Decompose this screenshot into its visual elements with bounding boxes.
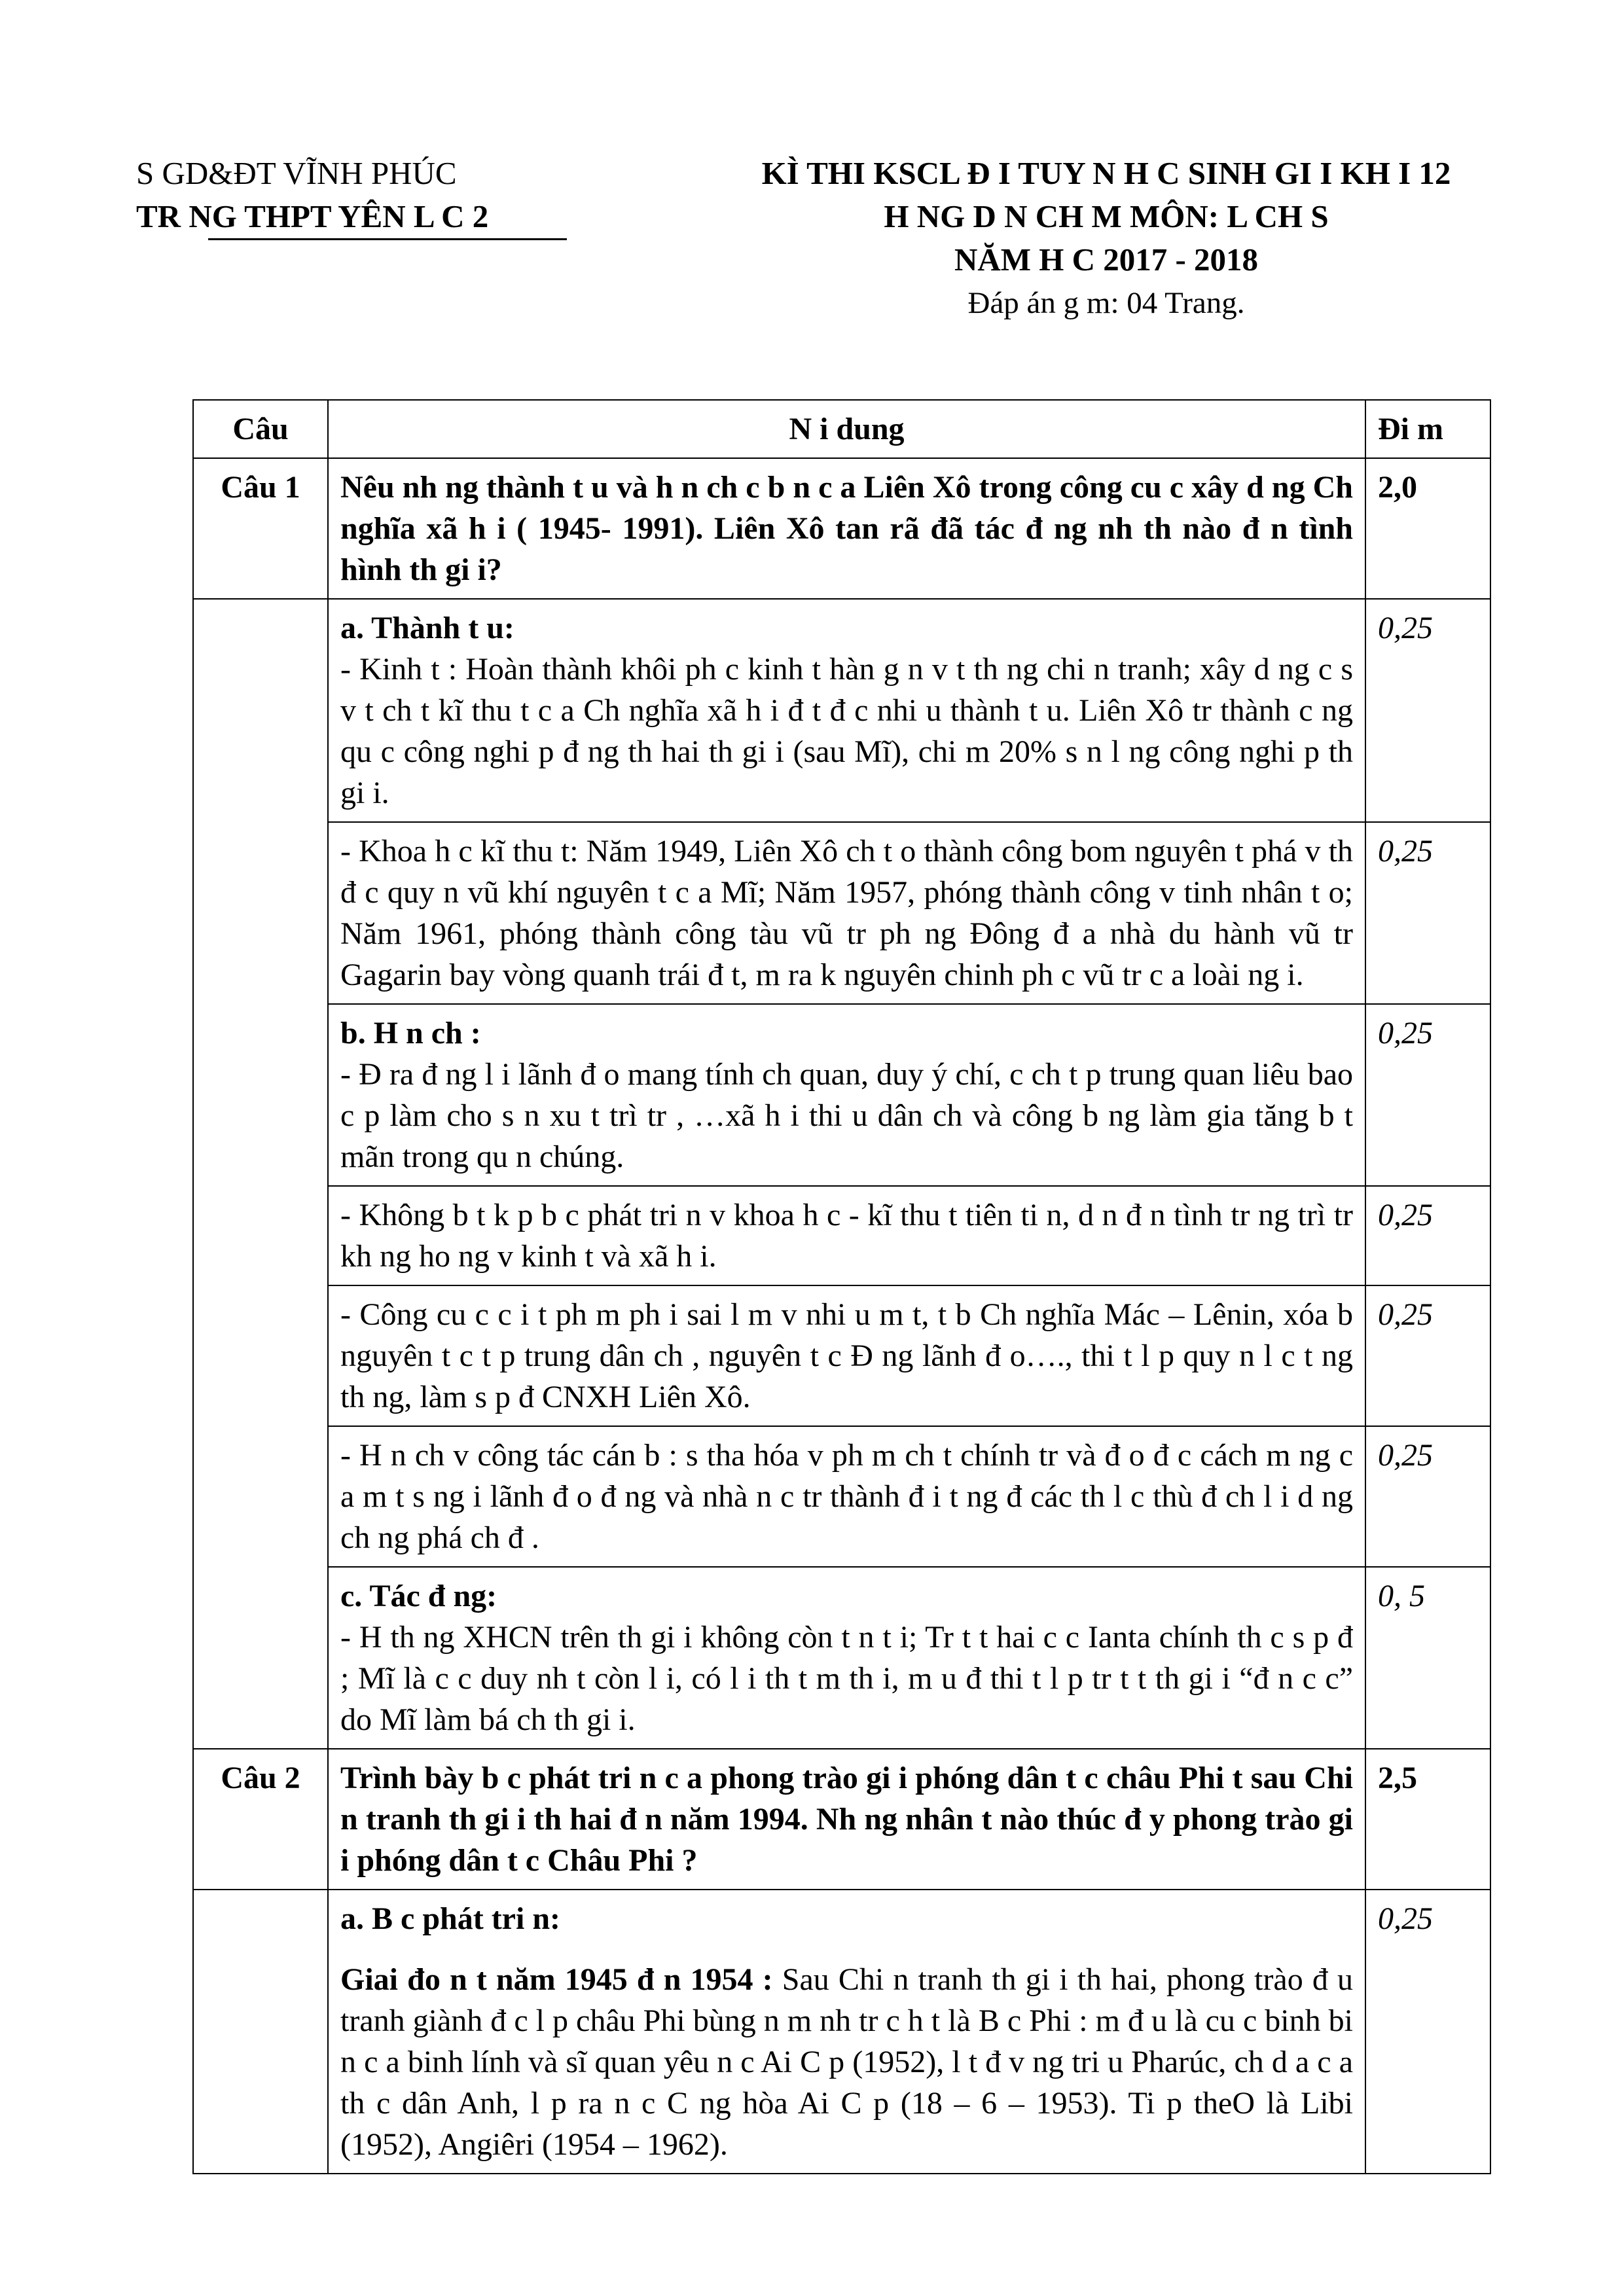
q2-a-paragraph (340, 1959, 1353, 2165)
q2-row (193, 1749, 1490, 1890)
table-row (193, 1567, 1490, 1749)
q1-score: 2,0 (1365, 458, 1490, 599)
q2-stage-label: Giai đo n t năm 1945 đ n 1954 : (340, 1962, 773, 1997)
q1-a-text: - Kinh t : Hoàn thành khôi ph c kinh t hàn g n v t th ng chi n tranh; xây d ng c s v t ch t kĩ thu t c a Ch nghĩa xã h i đ t đ c nhi u thành t u. Liên Xô tr thành c ng qu c công nghi p đ ng th hai th gi i (sau Mĩ), chi m 20% s n l ng công nghi p th gi i. (340, 652, 1353, 810)
answer-table (192, 399, 1491, 2174)
q1-a-heading: a. Thành t u: (340, 611, 514, 645)
table-row (193, 599, 1490, 822)
guide-title: H NG D N CH M MÔN: L CH S (884, 198, 1329, 234)
table-row (193, 822, 1490, 1004)
school-year: NĂM H C 2017 - 2018 (954, 242, 1259, 278)
q1-blank-cell (193, 599, 328, 1749)
q1-science-text: - Khoa h c kĩ thu t: Năm 1949, Liên Xô ch t o thành công bom nguyên t phá v th đ c quy n vũ khí nguyên t c a Mĩ; Năm 1957, phóng thành công v tinh nhân t o; Năm 1961, phóng thành công tàu vũ tr ph ng Đông đ a nhà du hành vũ tr Gagarin bay vòng quanh trái đ t, m ra k nguyên chinh ph c vũ tr c a loài ng i. (340, 834, 1353, 992)
q1-row (193, 458, 1490, 599)
q2-label: Câu 2 (193, 1749, 328, 1890)
q1-c-heading: c. Tác đ ng: (340, 1579, 497, 1613)
q1-b2-text: - Không b t k p b c phát tri n v khoa h c - kĩ thu t tiên ti n, d n đ n tình tr ng trì tr kh ng ho ng v kinh t và xã h i. (340, 1198, 1353, 1274)
q1-question: Nêu nh ng thành t u và h n ch c b n c a Liên Xô trong công cu c xây d ng Ch nghĩa xã h i ( 1945- 1991). Liên Xô tan rã đã tác đ ng nh th nào đ n tình hình th gi i? (328, 458, 1365, 599)
header-content: N i dung (328, 400, 1365, 458)
header-right (655, 152, 1558, 325)
q1-b-heading: b. H n ch : (340, 1016, 481, 1050)
q2-score: 2,5 (1365, 1749, 1490, 1890)
q1-b-text: - Đ ra đ ng l i lãnh đ o mang tính ch quan, duy ý chí, c ch t p trung quan liêu bao c p làm cho s n xu t trì tr , …xã h i thi u dân ch và công b ng làm gia tăng b t mãn trong qu n chúng. (340, 1057, 1353, 1174)
q2-question: Trình bày b c phát tri n c a phong trào gi i phóng dân t c châu Phi t sau Chi n tranh th gi i th hai đ n năm 1994. Nh ng nhân t nào thúc đ y phong trào gi i phóng dân t c Châu Phi ? (328, 1749, 1365, 1890)
header-question: Câu (193, 400, 328, 458)
q2-blank-cell (193, 1890, 328, 2174)
header-score: Đi m (1365, 400, 1490, 458)
header-left (136, 152, 607, 238)
score-cell: 0,25 (1365, 1285, 1490, 1426)
score-cell: 0, 5 (1365, 1567, 1490, 1749)
q1-label: Câu 1 (193, 458, 328, 599)
table-row (193, 1285, 1490, 1426)
score-cell: 0,25 (1365, 1426, 1490, 1567)
table-row (193, 1426, 1490, 1567)
school-underline (208, 238, 567, 240)
department-name: S GD&ĐT VĨNH PHÚC (136, 155, 457, 191)
table-row (193, 1890, 1490, 2174)
school-name: TR NG THPT YÊN L C 2 (136, 198, 489, 234)
table-row (193, 1186, 1490, 1285)
exam-title: KÌ THI KSCL Đ I TUY N H C SINH GI I KH I 12 (761, 155, 1451, 191)
table-row (193, 1004, 1490, 1186)
q2-a-text: Sau Chi n tranh th gi i th hai, phong trào đ u tranh giành đ c l p châu Phi bùng n m nh tr c h t là B c Phi : m đ u là cu c binh bi n c a binh lính và sĩ quan yêu n c Ai C p (1952), l t đ v ng tri u Pharúc, ch d a c a th c dân Anh, l p ra n c C ng hòa Ai C p (18 – 6 – 1953). Ti p theO là Libi (1952), Angiêri (1954 – 1962). (340, 1962, 1354, 2162)
score-cell: 0,25 (1365, 822, 1490, 1004)
q1-b3-text: - Công cu c c i t ph m ph i sai l m v nhi u m t, t b Ch nghĩa Mác – Lênin, xóa b nguyên t c t p trung dân ch , nguyên t c Đ ng lãnh đ o…., thi t l p quy n l c t ng th ng, làm s p đ CNXH Liên Xô. (340, 1297, 1353, 1414)
score-cell: 0,25 (1365, 1890, 1490, 2174)
q1-b4-text: - H n ch v công tác cán b : s tha hóa v ph m ch t chính tr và đ o đ c cách m ng c a m t s ng i lãnh đ o đ ng và nhà n c tr thành đ i t ng đ các th l c thù đ ch l i d ng ch ng phá ch đ . (340, 1438, 1353, 1555)
score-cell: 0,25 (1365, 1004, 1490, 1186)
table-header-row (193, 400, 1490, 458)
q1-c-text: - H th ng XHCN trên th gi i không còn t n t i; Tr t t hai c c Ianta chính th c s p đ ; Mĩ là c c duy nh t còn l i, có l i th t m th i, m u đ thi t l p tr t t th gi i “đ n c c” do Mĩ làm bá ch th gi i. (340, 1620, 1353, 1737)
score-cell: 0,25 (1365, 1186, 1490, 1285)
page-count-note: Đáp án g m: 04 Trang. (967, 286, 1245, 320)
score-cell: 0,25 (1365, 599, 1490, 822)
q2-a-heading: a. B c phát tri n: (340, 1901, 560, 1936)
